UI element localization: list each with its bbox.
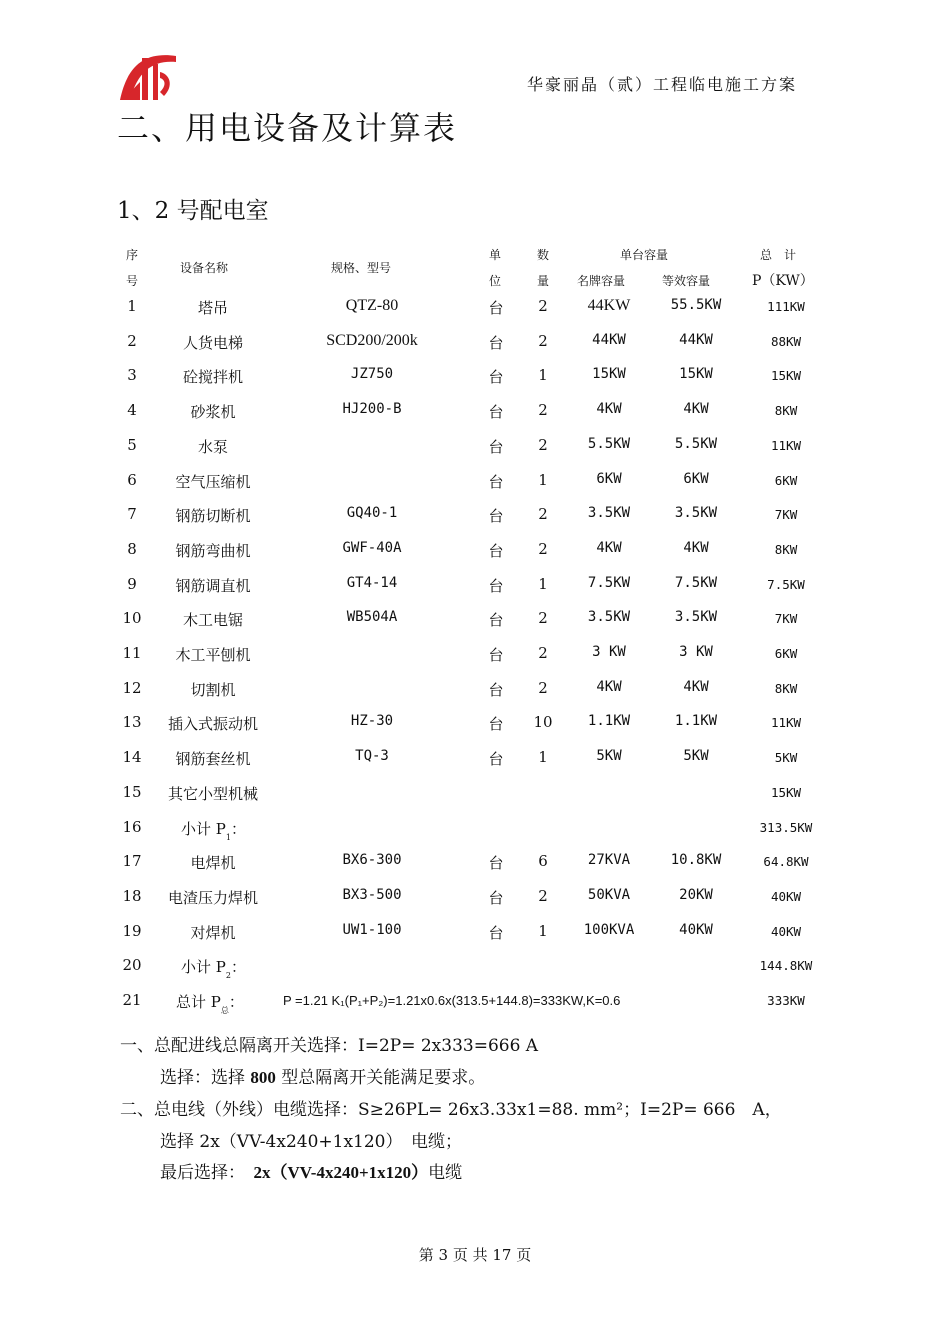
cell-equivalent: 7.5KW: [674, 574, 718, 591]
cell-model: UW1-100: [342, 921, 402, 938]
cell-name: 其它小型机械: [167, 784, 259, 803]
cell-no: 13: [122, 713, 142, 732]
cell-name: 插入式振动机: [167, 715, 259, 734]
final-cable-model: 2x（VV-4x240+1x120）: [253, 1163, 429, 1182]
cell-name: 切割机: [190, 680, 236, 699]
cell-equivalent: 15KW: [679, 366, 713, 383]
cell-unit: 台: [488, 854, 504, 873]
cell-no: 7: [127, 505, 137, 524]
cell-total: 6KW: [774, 646, 798, 661]
cell-qty: 1: [538, 748, 548, 767]
cell-model: HZ-30: [350, 713, 394, 730]
cell-qty: 1: [538, 574, 548, 593]
cell-unit: 台: [488, 403, 504, 422]
switch-model: 800: [250, 1068, 276, 1087]
cell-total: 8KW: [774, 403, 798, 419]
cell-unit: 台: [488, 299, 504, 317]
cell-equivalent: 6KW: [683, 470, 709, 487]
cell-nameplate: 3.5KW: [587, 505, 631, 522]
cell-qty: 2: [538, 539, 548, 558]
subtotal-subscript: 1: [225, 832, 231, 842]
cell-no: 1: [127, 297, 137, 315]
subtotal-label: 小计 P: [181, 958, 226, 977]
cell-qty: 2: [538, 886, 548, 905]
cell-equivalent: 40KW: [679, 921, 713, 938]
cell-nameplate: 4KW: [596, 401, 622, 418]
cell-qty: 1: [538, 470, 548, 489]
cell-unit: 台: [488, 611, 504, 630]
cell-no: 18: [122, 886, 142, 905]
subtotal-label: 小计 P: [181, 819, 226, 838]
cell-nameplate: 5KW: [596, 748, 622, 765]
cell-equivalent: 5.5KW: [674, 435, 718, 452]
cell-nameplate: 27KVA: [587, 852, 631, 869]
cell-total: 8KW: [774, 680, 798, 696]
cell-qty: 6: [538, 852, 548, 871]
cell-total: 11KW: [770, 437, 802, 453]
paragraph-switch-choice: [160, 1063, 485, 1088]
cell-no: 17: [122, 852, 142, 871]
cell-no: 12: [122, 678, 142, 697]
cell-equivalent: 44KW: [679, 331, 713, 348]
cell-nameplate: 44KW: [592, 331, 626, 348]
final-choice-suffix: 电缆: [428, 1163, 463, 1183]
cell-nameplate: 44KW: [587, 297, 631, 314]
cell-qty: 2: [538, 644, 548, 662]
cell-name: 电渣压力焊机: [167, 888, 259, 907]
cell-total: 15KW: [770, 368, 802, 384]
subtotal-suffix: ：: [228, 993, 244, 1011]
cell-qty: 2: [538, 609, 548, 628]
cell-unit: 台: [488, 646, 504, 664]
cell-name: 木工平刨机: [175, 646, 251, 664]
cell-qty: 2: [538, 297, 548, 315]
cell-total: 6KW: [774, 472, 798, 488]
cell-unit: 台: [488, 576, 504, 595]
section-title: 二、用电设备及计算表: [117, 109, 458, 147]
cell-name: 钢筋套丝机: [175, 750, 251, 769]
cell-total: 8KW: [774, 541, 798, 557]
paragraph-final-choice: [160, 1158, 462, 1183]
document-header-title: 华豪丽晶（贰）工程临电施工方案: [527, 75, 798, 94]
cell-unit: 台: [488, 472, 504, 491]
switch-choice-prefix: 选择：选择: [160, 1068, 251, 1088]
header-capacity-group: 单台容量: [620, 248, 669, 262]
cell-name: 水泵: [197, 437, 229, 456]
cell-name: 砂浆机: [190, 403, 236, 422]
cell-qty: 2: [538, 678, 548, 697]
cell-name: 钢筋切断机: [175, 507, 251, 526]
cell-equivalent: 3.5KW: [674, 609, 718, 626]
cell-no: 10: [122, 609, 142, 628]
company-logo: [120, 52, 176, 104]
cell-no: 9: [127, 574, 137, 593]
cell-model: GT4-14: [346, 574, 398, 591]
cell-name: [176, 991, 244, 1015]
cell-no: 15: [122, 782, 142, 801]
cell-model: SCD200/200k: [326, 331, 418, 349]
cell-unit: 台: [488, 541, 504, 560]
header-unit-bottom: 位: [489, 274, 502, 288]
cell-qty: 1: [538, 366, 548, 385]
header-seq-bottom: 号: [126, 274, 139, 288]
header-equivalent: 等效容量: [662, 274, 711, 288]
header-total-top: 总 计: [760, 248, 797, 262]
cell-unit: 台: [488, 437, 504, 456]
cell-qty: 10: [533, 713, 553, 732]
cell-name: 电焊机: [190, 854, 236, 873]
cell-model: HJ200-B: [342, 401, 402, 418]
cell-nameplate: 4KW: [596, 539, 622, 556]
cell-total: 40KW: [770, 888, 802, 904]
page-footer: 第 3 页 共 17 页: [418, 1246, 532, 1264]
switch-choice-suffix: 型总隔离开关能满足要求。: [275, 1068, 486, 1088]
header-qty-top: 数: [537, 248, 550, 262]
subtotal-suffix: ：: [230, 958, 246, 977]
cell-nameplate: 7.5KW: [587, 574, 631, 591]
cell-equivalent: 55.5KW: [670, 297, 722, 313]
cell-no: 14: [122, 748, 142, 767]
header-seq-top: 序: [126, 248, 139, 262]
cell-name: 钢筋调直机: [175, 576, 251, 595]
cell-name: [181, 956, 246, 981]
cell-no: 19: [122, 921, 142, 940]
cell-no: 4: [127, 401, 137, 420]
cell-name: 对焊机: [190, 923, 236, 942]
paragraph-main-switch: 一、总配进线总隔离开关选择：I=2P= 2x333=666 A: [120, 1036, 539, 1056]
cell-unit: 台: [488, 888, 504, 907]
subtotal-subscript: 总: [220, 1006, 229, 1015]
cell-no: 20: [122, 956, 142, 975]
cell-unit: 台: [488, 715, 504, 734]
cell-unit: 台: [488, 507, 504, 526]
cell-qty: 2: [538, 331, 548, 350]
cell-nameplate: 6KW: [596, 470, 622, 487]
cell-total: 88KW: [770, 333, 802, 349]
header-nameplate: 名牌容量: [577, 274, 626, 288]
cell-model: JZ750: [350, 366, 394, 383]
cell-no: 3: [127, 366, 137, 385]
cell-equivalent: 3 KW: [679, 644, 713, 660]
cell-equivalent: 3.5KW: [674, 505, 718, 522]
cell-name: 钢筋弯曲机: [175, 541, 251, 560]
cell-no: 11: [122, 644, 142, 662]
cell-name: 空气压缩机: [175, 472, 251, 491]
cell-model: TQ-3: [355, 748, 389, 765]
cell-name: 木工电锯: [182, 611, 244, 630]
cell-total: 144.8KW: [759, 958, 813, 974]
cell-no: 5: [127, 435, 137, 454]
paragraph-cable-calc: 二、总电线（外线）电缆选择：S≥26PL= 26x3.33x1=88. mm²；I=2P= 666 A，: [120, 1100, 782, 1120]
cell-equivalent: 5KW: [683, 748, 709, 765]
cell-model: WB504A: [346, 609, 398, 626]
cell-unit: 台: [488, 750, 504, 769]
cell-unit: 台: [488, 333, 504, 352]
cell-total: 7.5KW: [767, 576, 805, 592]
cell-equivalent: 4KW: [683, 401, 709, 418]
cell-total: 7KW: [774, 611, 798, 627]
subtotal-suffix: ：: [230, 819, 246, 838]
cell-total: 64.8KW: [763, 854, 809, 870]
cell-name: [181, 818, 246, 842]
header-model: 规格、型号: [331, 261, 392, 275]
cell-total: 7KW: [774, 507, 798, 523]
header-unit-top: 单: [489, 248, 502, 262]
cell-no: 6: [127, 470, 137, 489]
cell-total: 333KW: [767, 993, 805, 1008]
header-total-bottom: P（KW）: [752, 273, 814, 289]
header-qty-bottom: 量: [537, 274, 550, 288]
subtotal-label: 总计 P: [176, 993, 221, 1011]
cell-nameplate: 3.5KW: [587, 609, 631, 626]
subsection-title: 1、2 号配电室: [117, 198, 269, 224]
cell-qty: 2: [538, 401, 548, 420]
cell-nameplate: 5.5KW: [587, 435, 631, 452]
cell-name: 塔吊: [197, 299, 229, 317]
cell-total: 40KW: [770, 923, 802, 939]
cell-model: QTZ-80: [345, 297, 399, 314]
cell-model: BX6-300: [342, 852, 402, 869]
cell-total: 5KW: [774, 750, 798, 766]
final-choice-prefix: 最后选择：: [160, 1163, 254, 1183]
cell-qty: 1: [538, 921, 548, 940]
cell-nameplate: 1.1KW: [587, 713, 631, 730]
cell-equivalent: 1.1KW: [674, 713, 718, 730]
cell-unit: 台: [488, 368, 504, 387]
cell-name: 人货电梯: [182, 333, 244, 352]
cell-no: 2: [127, 331, 137, 350]
cell-qty: 2: [538, 435, 548, 454]
cell-no: 16: [122, 817, 142, 836]
cell-nameplate: 15KW: [592, 366, 626, 383]
cell-equivalent: 4KW: [683, 678, 709, 695]
cell-total: 313.5KW: [759, 819, 813, 835]
cell-equivalent: 20KW: [679, 886, 713, 903]
cell-no: 21: [122, 991, 142, 1009]
cell-model: GQ40-1: [346, 505, 398, 522]
cell-model: GWF-40A: [342, 539, 402, 556]
cell-nameplate: 3 KW: [592, 644, 626, 660]
paragraph-cable-choice: 选择 2x（VV-4x240+1x120） 电缆；: [160, 1132, 462, 1152]
cell-no: 8: [127, 539, 137, 558]
cell-equivalent: 10.8KW: [670, 852, 722, 869]
cell-equivalent: 4KW: [683, 539, 709, 556]
cell-nameplate: 4KW: [596, 678, 622, 695]
cell-qty: 2: [538, 505, 548, 524]
cell-nameplate: 50KVA: [587, 886, 631, 903]
cell-nameplate: 100KVA: [583, 921, 635, 938]
cell-total: 15KW: [770, 784, 802, 800]
subtotal-subscript: 2: [225, 971, 231, 981]
cell-model: BX3-500: [342, 886, 402, 903]
cell-unit: 台: [488, 923, 504, 942]
total-formula: P =1.21 K₁(P₁+P₂)=1.21x0.6x(313.5+144.8)=333KW,K=0.6: [283, 993, 621, 1008]
header-name: 设备名称: [180, 261, 229, 275]
cell-name: 砼搅拌机: [182, 368, 244, 387]
cell-unit: 台: [488, 680, 504, 699]
cell-total: 11KW: [770, 715, 802, 731]
cell-total: 111KW: [767, 299, 805, 314]
